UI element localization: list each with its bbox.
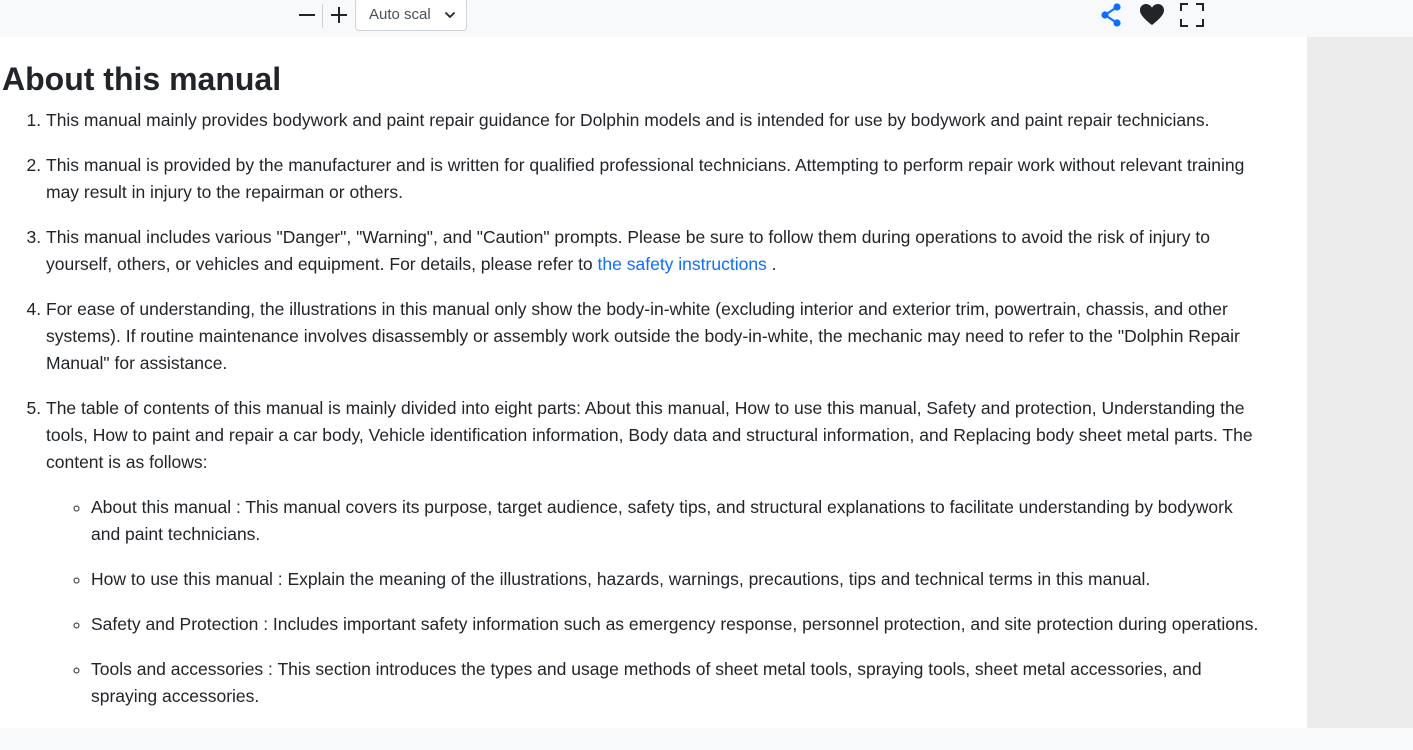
page-title: About this manual bbox=[2, 61, 282, 97]
list-item-text: This manual includes various "Danger", "Warning", and "Caution" prompts. Please be sure to follow them during operations to avoid the risk of injury to yourself, others, or vehicles and equipment. For details, please refer to bbox=[46, 227, 1211, 274]
document-page bbox=[0, 37, 1307, 728]
list-item bbox=[46, 224, 1261, 278]
heart-icon bbox=[1139, 3, 1165, 27]
manual-items-list bbox=[0, 107, 1261, 728]
viewer-toolbar bbox=[0, 0, 1413, 37]
list-item-text: This manual mainly provides bodywork and paint repair guidance for Dolphin models and is intended for use by bodywork and paint repair technicians. bbox=[46, 110, 1210, 130]
minus-icon bbox=[298, 6, 316, 24]
scale-select[interactable] bbox=[355, 0, 467, 31]
list-item-text: The table of contents of this manual is mainly divided into eight parts: About this manual, How to use this manual, Safety and protection, Understanding the tools, How to paint and repair a car body, Vehicle identification information, Body data and structural information, and Replacing body sheet metal parts. The content is as follows: bbox=[46, 398, 1253, 472]
right-side-panel bbox=[1307, 37, 1413, 728]
sublist-item bbox=[91, 494, 1261, 548]
contents-sublist bbox=[46, 494, 1261, 710]
list-item-text: This manual is provided by the manufacturer and is written for qualified professional technicians. Attempting to perform repair work without relevant training may result in injury to the repairman or others. bbox=[46, 155, 1245, 202]
zoom-in-button[interactable] bbox=[328, 0, 350, 30]
list-item bbox=[46, 296, 1261, 377]
sublist-item bbox=[91, 566, 1261, 593]
sublist-item-text: Tools and accessories : This section introduces the types and usage methods of sheet metal tools, spraying tools, sheet metal accessories, and spraying accessories. bbox=[91, 659, 1202, 706]
scale-select-value: Auto scal bbox=[369, 6, 431, 23]
favorite-button[interactable] bbox=[1137, 0, 1167, 30]
share-button[interactable] bbox=[1096, 0, 1126, 30]
list-item bbox=[46, 152, 1261, 206]
list-item-text: . bbox=[766, 254, 777, 274]
toolbar-divider bbox=[322, 4, 323, 28]
list-item-text: For ease of understanding, the illustrations in this manual only show the body-in-white (excluding interior and exterior trim, powertrain, chassis, and other systems). If routine maintenance involves disassembly or assembly work outside the body-in-white, the mechanic may need to refer to the "Dolphin Repair Manual" for assistance. bbox=[46, 299, 1240, 373]
fullscreen-icon bbox=[1179, 2, 1205, 28]
list-item bbox=[46, 395, 1261, 710]
sublist-item bbox=[91, 611, 1261, 638]
chevron-down-icon bbox=[444, 9, 456, 21]
sublist-item-text: About this manual : This manual covers its purpose, target audience, safety tips, and structural explanations to facilitate understanding by bodywork and paint technicians. bbox=[91, 497, 1233, 544]
sublist-item-text: How to use this manual : Explain the meaning of the illustrations, hazards, warnings, precautions, tips and technical terms in this manual. bbox=[91, 569, 1151, 589]
fullscreen-button[interactable] bbox=[1177, 0, 1207, 30]
sublist-item-text: Safety and Protection : Includes important safety information such as emergency response, personnel protection, and site protection during operations. bbox=[91, 614, 1259, 634]
safety-instructions-link[interactable]: the safety instructions bbox=[597, 254, 767, 274]
zoom-out-button[interactable] bbox=[296, 0, 318, 30]
sublist-item bbox=[91, 656, 1261, 710]
share-icon bbox=[1098, 2, 1124, 28]
plus-icon bbox=[330, 6, 348, 24]
list-item bbox=[46, 107, 1261, 134]
